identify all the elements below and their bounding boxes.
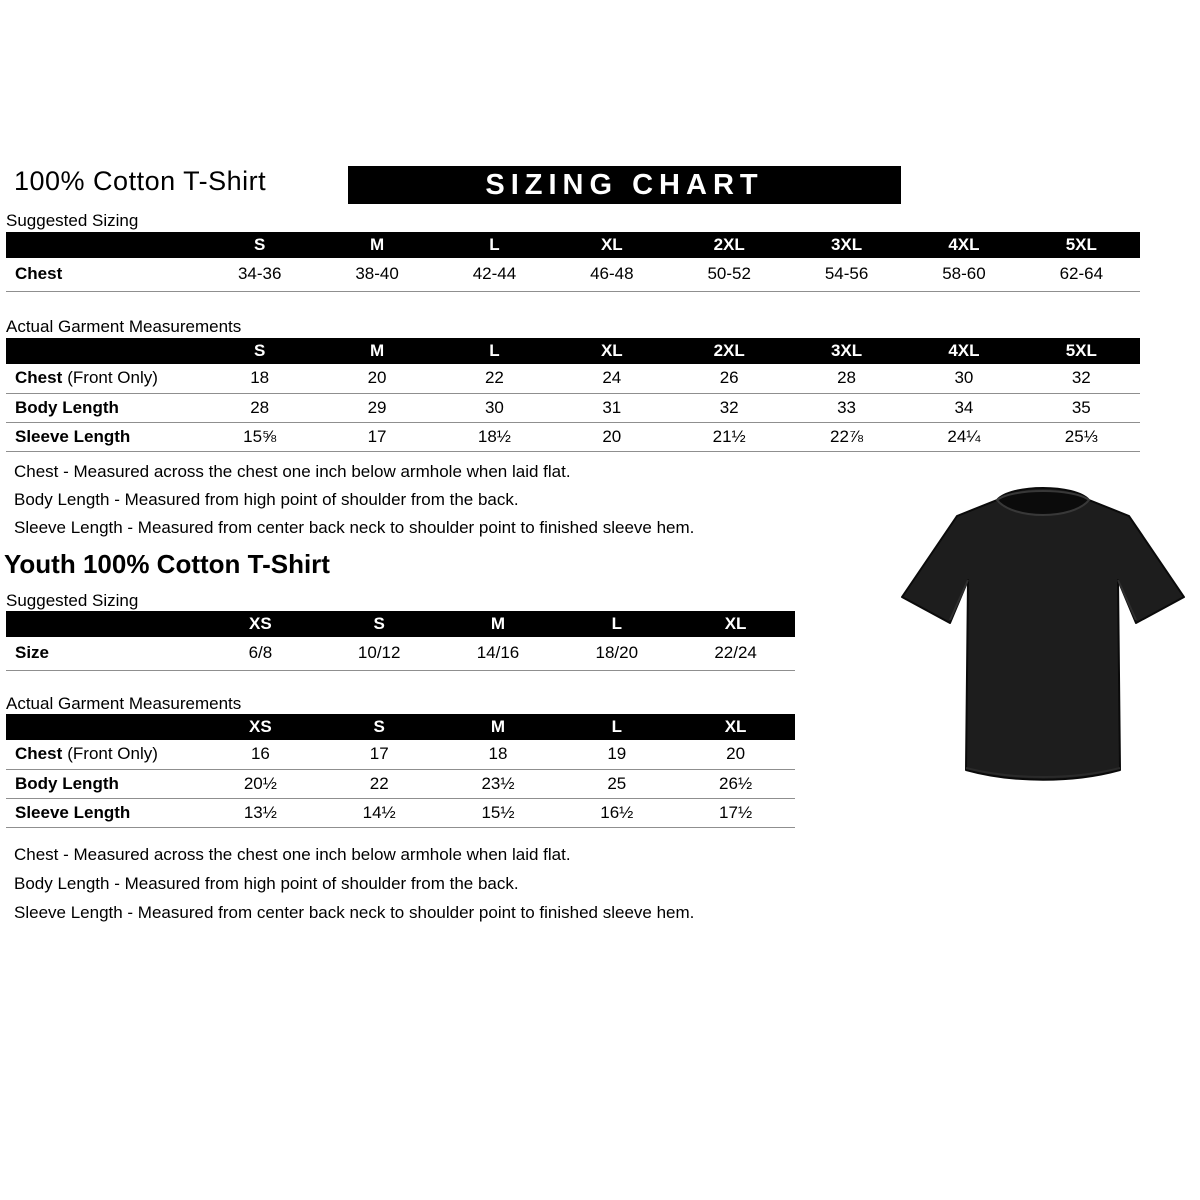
size-col-header: 3XL [788,232,905,258]
row-label: Chest (Front Only) [6,740,201,769]
adult-garment-table [6,338,1140,452]
youth-garment-label: Actual Garment Measurements [6,694,242,713]
measurement-cell: 42-44 [436,258,553,291]
size-col-header: 2XL [671,338,788,364]
table-row [6,637,795,670]
size-col-header: 2XL [671,232,788,258]
measurement-cell: 46-48 [553,258,670,291]
measurement-cell: 14½ [320,798,439,827]
measurement-cell: 32 [671,393,788,422]
row-label: Body Length [6,393,201,422]
measurement-cell: 20 [553,422,670,451]
measurement-cell: 19 [557,740,676,769]
size-col-header: XL [676,611,795,637]
measurement-cell: 26½ [676,769,795,798]
size-col-header: L [557,611,676,637]
size-col-header: XS [201,714,320,740]
row-label: Chest [6,258,201,291]
table-row [6,258,1140,291]
row-label: Body Length [6,769,201,798]
size-header-row [6,611,795,637]
measurement-cell: 34 [905,393,1022,422]
sizing-chart-banner: SIZING CHART [348,166,901,204]
size-col-header: 5XL [1023,232,1140,258]
measurement-cell: 22⅞ [788,422,905,451]
measurement-cell: 29 [318,393,435,422]
header-empty-cell [6,338,201,364]
note-line: Sleeve Length - Measured from center back neck to shoulder point to finished sleeve hem. [14,903,695,922]
size-col-header: S [320,611,439,637]
size-col-header: XS [201,611,320,637]
size-col-header: S [201,232,318,258]
measurement-cell: 38-40 [318,258,435,291]
measurement-cell: 35 [1023,393,1140,422]
measurement-cell: 62-64 [1023,258,1140,291]
measurement-cell: 54-56 [788,258,905,291]
youth-measurement-notes [14,840,694,927]
size-col-header: 5XL [1023,338,1140,364]
tshirt-image [893,470,1193,810]
size-header-row [6,714,795,740]
measurement-cell: 21½ [671,422,788,451]
measurement-cell: 14/16 [439,637,558,670]
size-col-header: XL [676,714,795,740]
note-line: Chest - Measured across the chest one inch below armhole when laid flat. [14,845,571,864]
youth-suggested-label: Suggested Sizing [6,591,139,610]
size-col-header: XL [553,232,670,258]
adult-garment-label: Actual Garment Measurements [6,317,242,336]
table-row [6,422,1140,451]
measurement-cell: 20 [318,364,435,393]
table-row [6,769,795,798]
measurement-cell: 17 [318,422,435,451]
adult-suggested-label: Suggested Sizing [6,211,139,230]
measurement-cell: 13½ [201,798,320,827]
measurement-cell: 28 [788,364,905,393]
measurement-cell: 58-60 [905,258,1022,291]
size-col-header: M [318,232,435,258]
table-row [6,393,1140,422]
measurement-cell: 16 [201,740,320,769]
header-empty-cell [6,611,201,637]
size-col-header: M [318,338,435,364]
size-col-header: L [557,714,676,740]
tshirt-graphic [893,470,1193,810]
measurement-cell: 50-52 [671,258,788,291]
size-col-header: L [436,338,553,364]
table-row [6,798,795,827]
measurement-cell: 17 [320,740,439,769]
youth-garment-table [6,714,795,828]
youth-title: Youth 100% Cotton T-Shirt [4,549,330,579]
row-label: Sleeve Length [6,798,201,827]
header-empty-cell [6,232,201,258]
measurement-cell: 23½ [439,769,558,798]
measurement-cell: 24 [553,364,670,393]
note-line: Chest - Measured across the chest one inch below armhole when laid flat. [14,462,571,481]
measurement-cell: 33 [788,393,905,422]
measurement-cell: 28 [201,393,318,422]
size-col-header: 3XL [788,338,905,364]
header-empty-cell [6,714,201,740]
measurement-cell: 22 [436,364,553,393]
measurement-cell: 6/8 [201,637,320,670]
measurement-cell: 25 [557,769,676,798]
note-line: Sleeve Length - Measured from center back neck to shoulder point to finished sleeve hem. [14,518,695,537]
measurement-cell: 15½ [439,798,558,827]
row-label: Chest (Front Only) [6,364,201,393]
measurement-cell: 15⅝ [201,422,318,451]
measurement-cell: 18 [439,740,558,769]
measurement-cell: 25⅓ [1023,422,1140,451]
row-label: Size [6,637,201,670]
table-row [6,740,795,769]
youth-suggested-table [6,611,795,671]
adult-suggested-table [6,232,1140,292]
measurement-cell: 18/20 [557,637,676,670]
measurement-cell: 34-36 [201,258,318,291]
size-col-header: S [320,714,439,740]
measurement-cell: 24¼ [905,422,1022,451]
size-col-header: 4XL [905,232,1022,258]
measurement-cell: 18 [201,364,318,393]
measurement-cell: 26 [671,364,788,393]
size-col-header: XL [553,338,670,364]
size-col-header: M [439,611,558,637]
measurement-cell: 31 [553,393,670,422]
size-header-row [6,232,1140,258]
measurement-cell: 30 [905,364,1022,393]
size-col-header: M [439,714,558,740]
measurement-cell: 16½ [557,798,676,827]
measurement-cell: 18½ [436,422,553,451]
page-title: 100% Cotton T-Shirt [14,166,267,196]
row-label: Sleeve Length [6,422,201,451]
table-row [6,364,1140,393]
measurement-cell: 10/12 [320,637,439,670]
size-col-header: 4XL [905,338,1022,364]
measurement-cell: 30 [436,393,553,422]
adult-measurement-notes [14,458,694,542]
measurement-cell: 22 [320,769,439,798]
size-header-row [6,338,1140,364]
note-line: Body Length - Measured from high point of shoulder from the back. [14,874,519,893]
measurement-cell: 17½ [676,798,795,827]
note-line: Body Length - Measured from high point of shoulder from the back. [14,490,519,509]
measurement-cell: 20½ [201,769,320,798]
measurement-cell: 20 [676,740,795,769]
measurement-cell: 22/24 [676,637,795,670]
size-col-header: S [201,338,318,364]
measurement-cell: 32 [1023,364,1140,393]
size-col-header: L [436,232,553,258]
